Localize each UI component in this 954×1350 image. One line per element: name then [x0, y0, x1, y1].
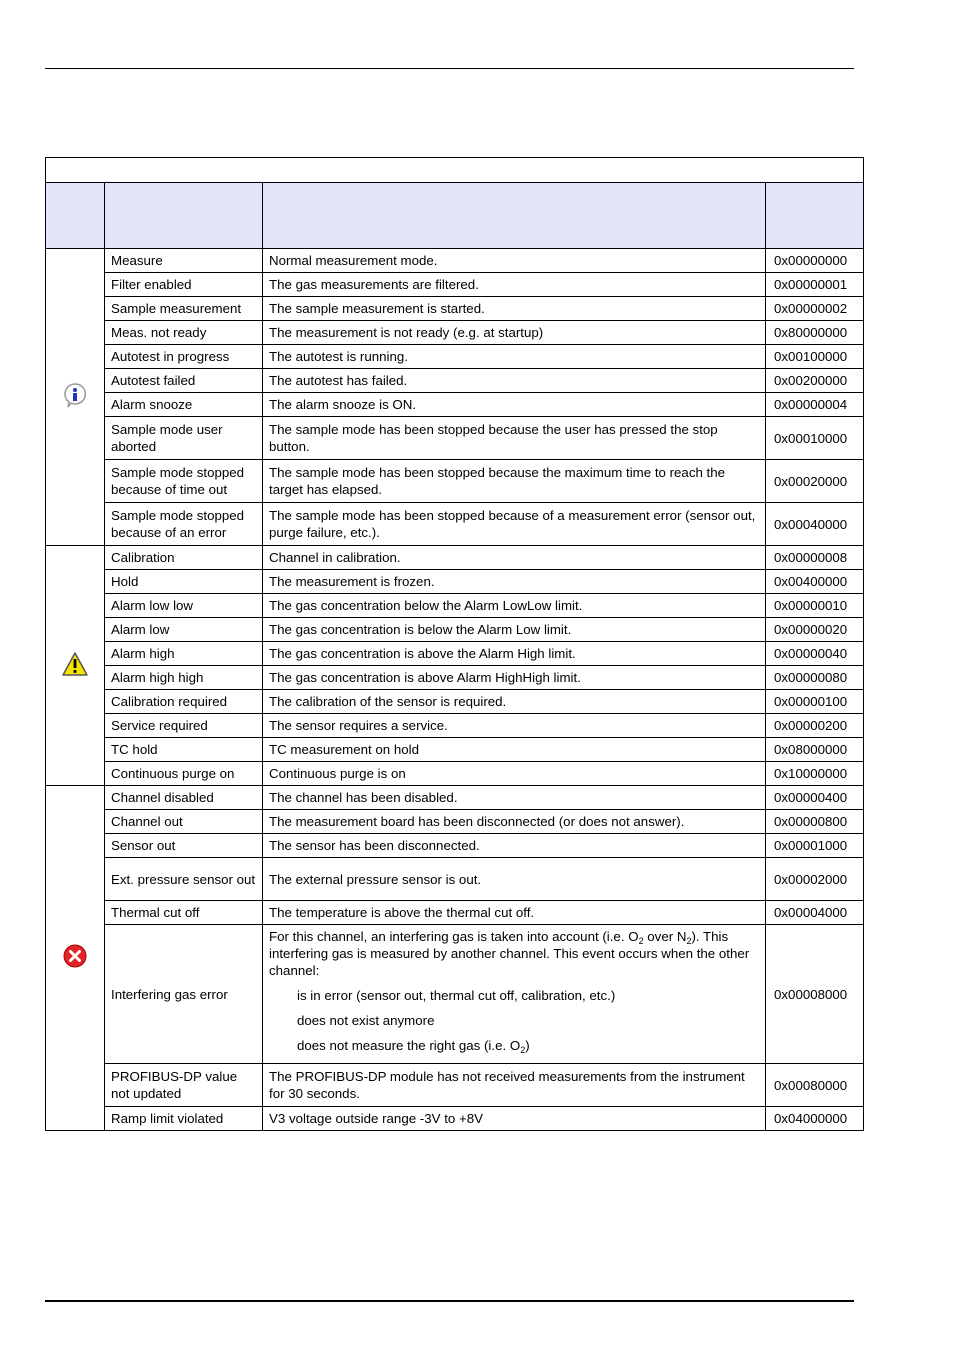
table-caption-row: [46, 158, 864, 183]
status-name: Filter enabled: [105, 273, 263, 297]
table-row: [46, 762, 864, 786]
status-code: 0x00000200: [766, 714, 864, 738]
table-row: [46, 690, 864, 714]
table-row: [46, 618, 864, 642]
status-code: 0x00000800: [766, 810, 864, 834]
status-description: [263, 925, 766, 1064]
table-row: [46, 666, 864, 690]
status-code: 0x00000001: [766, 273, 864, 297]
status-description: The sample mode has been stopped because the user has pressed the stop button.: [263, 417, 766, 460]
status-name: Thermal cut off: [105, 901, 263, 925]
table-row: [46, 393, 864, 417]
severity-cell: [46, 249, 105, 546]
table-row: [46, 345, 864, 369]
status-description: Normal measurement mode.: [263, 249, 766, 273]
status-code: 0x00400000: [766, 570, 864, 594]
status-code: 0x00000080: [766, 666, 864, 690]
status-name: Ext. pressure sensor out: [105, 858, 263, 901]
table-row: [46, 925, 864, 1064]
warning-icon: [61, 665, 89, 680]
status-code: 0x00008000: [766, 925, 864, 1064]
table-row: [46, 786, 864, 810]
status-description: The gas concentration is above the Alarm High limit.: [263, 642, 766, 666]
status-name: PROFIBUS-DP value not updated: [105, 1064, 263, 1107]
subscript: 2: [520, 1045, 526, 1055]
desc-text: For this channel, an interfering gas is taken into account (i.e. O: [269, 929, 639, 944]
status-table: [45, 157, 864, 1131]
status-name: Interfering gas error: [105, 925, 263, 1064]
desc-text: ). This interfering gas is measured by another channel. This event occurs when the other channel:: [269, 929, 750, 978]
table-row: [46, 642, 864, 666]
status-description: The sensor has been disconnected.: [263, 834, 766, 858]
table-row: [46, 249, 864, 273]
status-code: 0x00200000: [766, 369, 864, 393]
status-description: The sample mode has been stopped because the maximum time to reach the target has elapsed.: [263, 460, 766, 503]
status-description: The sensor requires a service.: [263, 714, 766, 738]
status-name: Meas. not ready: [105, 321, 263, 345]
status-description: Continuous purge is on: [263, 762, 766, 786]
status-description: Channel in calibration.: [263, 546, 766, 570]
status-description: The gas measurements are filtered.: [263, 273, 766, 297]
status-code: 0x00020000: [766, 460, 864, 503]
bottom-rule: [45, 1300, 854, 1302]
status-name: Continuous purge on: [105, 762, 263, 786]
status-code: 0x00000100: [766, 690, 864, 714]
status-code: 0x00100000: [766, 345, 864, 369]
severity-cell: [46, 546, 105, 786]
status-name: Calibration: [105, 546, 263, 570]
status-description: The measurement is not ready (e.g. at startup): [263, 321, 766, 345]
table-row: [46, 546, 864, 570]
table-row: [46, 460, 864, 503]
table-row: [46, 297, 864, 321]
status-code: 0x00000002: [766, 297, 864, 321]
status-name: Service required: [105, 714, 263, 738]
severity-cell: [46, 786, 105, 1131]
info-icon: [61, 397, 89, 412]
status-name: Calibration required: [105, 690, 263, 714]
status-description: The measurement is frozen.: [263, 570, 766, 594]
table-header-row: [46, 183, 864, 249]
status-code: 0x00080000: [766, 1064, 864, 1107]
status-name: Sample mode user aborted: [105, 417, 263, 460]
status-description: The external pressure sensor is out.: [263, 858, 766, 901]
table-row: [46, 714, 864, 738]
status-name: TC hold: [105, 738, 263, 762]
status-name: Autotest in progress: [105, 345, 263, 369]
status-name: Sensor out: [105, 834, 263, 858]
status-description: The autotest is running.: [263, 345, 766, 369]
table-row: [46, 738, 864, 762]
subscript: 2: [638, 936, 644, 946]
status-description: TC measurement on hold: [263, 738, 766, 762]
status-name: Sample mode stopped because of time out: [105, 460, 263, 503]
status-description: The sample measurement is started.: [263, 297, 766, 321]
status-code: 0x04000000: [766, 1107, 864, 1131]
status-description: The gas concentration below the Alarm LowLow limit.: [263, 594, 766, 618]
status-name: Sample mode stopped because of an error: [105, 503, 263, 546]
table-row: [46, 273, 864, 297]
status-code: 0x00000400: [766, 786, 864, 810]
top-rule: [45, 68, 854, 69]
status-name: Channel disabled: [105, 786, 263, 810]
table-row: [46, 594, 864, 618]
status-code: 0x80000000: [766, 321, 864, 345]
status-name: Alarm high: [105, 642, 263, 666]
status-name: Channel out: [105, 810, 263, 834]
status-code: 0x00001000: [766, 834, 864, 858]
table-row: [46, 901, 864, 925]
status-name: Alarm low: [105, 618, 263, 642]
status-code: 0x10000000: [766, 762, 864, 786]
table-row: [46, 834, 864, 858]
status-description: The temperature is above the thermal cut off.: [263, 901, 766, 925]
status-description: The autotest has failed.: [263, 369, 766, 393]
status-name: Alarm high high: [105, 666, 263, 690]
status-code: 0x00000004: [766, 393, 864, 417]
status-description: The sample mode has been stopped because of a measurement error (sensor out, purge failure, etc.).: [263, 503, 766, 546]
table-row: [46, 810, 864, 834]
status-code: 0x00002000: [766, 858, 864, 901]
table-row: [46, 570, 864, 594]
error-icon: [61, 958, 89, 973]
status-code: 0x00000008: [766, 546, 864, 570]
desc-text: does not measure the right gas (i.e. O: [297, 1038, 521, 1053]
status-description: The PROFIBUS-DP module has not received measurements from the instrument for 30 seconds.: [263, 1064, 766, 1107]
table-row: [46, 417, 864, 460]
status-description: The channel has been disabled.: [263, 786, 766, 810]
status-name: Alarm snooze: [105, 393, 263, 417]
status-code: 0x00040000: [766, 503, 864, 546]
status-description: The gas concentration is above Alarm HighHigh limit.: [263, 666, 766, 690]
desc-text: ): [525, 1038, 530, 1053]
status-name: Autotest failed: [105, 369, 263, 393]
status-code: 0x00000000: [766, 249, 864, 273]
table-row: [46, 503, 864, 546]
status-code: 0x00000010: [766, 594, 864, 618]
status-code: 0x00004000: [766, 901, 864, 925]
status-code: 0x00000040: [766, 642, 864, 666]
table-row: [46, 858, 864, 901]
status-description: V3 voltage outside range -3V to +8V: [263, 1107, 766, 1131]
status-name: Measure: [105, 249, 263, 273]
table-row: [46, 1064, 864, 1107]
status-code: 0x00010000: [766, 417, 864, 460]
condition-item: does not exist anymore: [297, 1013, 435, 1028]
subscript: 2: [686, 936, 692, 946]
desc-text: over N: [643, 929, 687, 944]
status-description: The calibration of the sensor is required.: [263, 690, 766, 714]
status-description: The alarm snooze is ON.: [263, 393, 766, 417]
status-code: 0x00000020: [766, 618, 864, 642]
status-name: Ramp limit violated: [105, 1107, 263, 1131]
condition-item: is in error (sensor out, thermal cut off, calibration, etc.): [297, 988, 616, 1003]
condition-item: [269, 1037, 759, 1054]
status-name: Hold: [105, 570, 263, 594]
status-name: Sample measurement: [105, 297, 263, 321]
table-row: [46, 369, 864, 393]
table-row: [46, 321, 864, 345]
status-description: The gas concentration is below the Alarm Low limit.: [263, 618, 766, 642]
status-description: The measurement board has been disconnected (or does not answer).: [263, 810, 766, 834]
status-code: 0x08000000: [766, 738, 864, 762]
table-row: [46, 1107, 864, 1131]
status-name: Alarm low low: [105, 594, 263, 618]
